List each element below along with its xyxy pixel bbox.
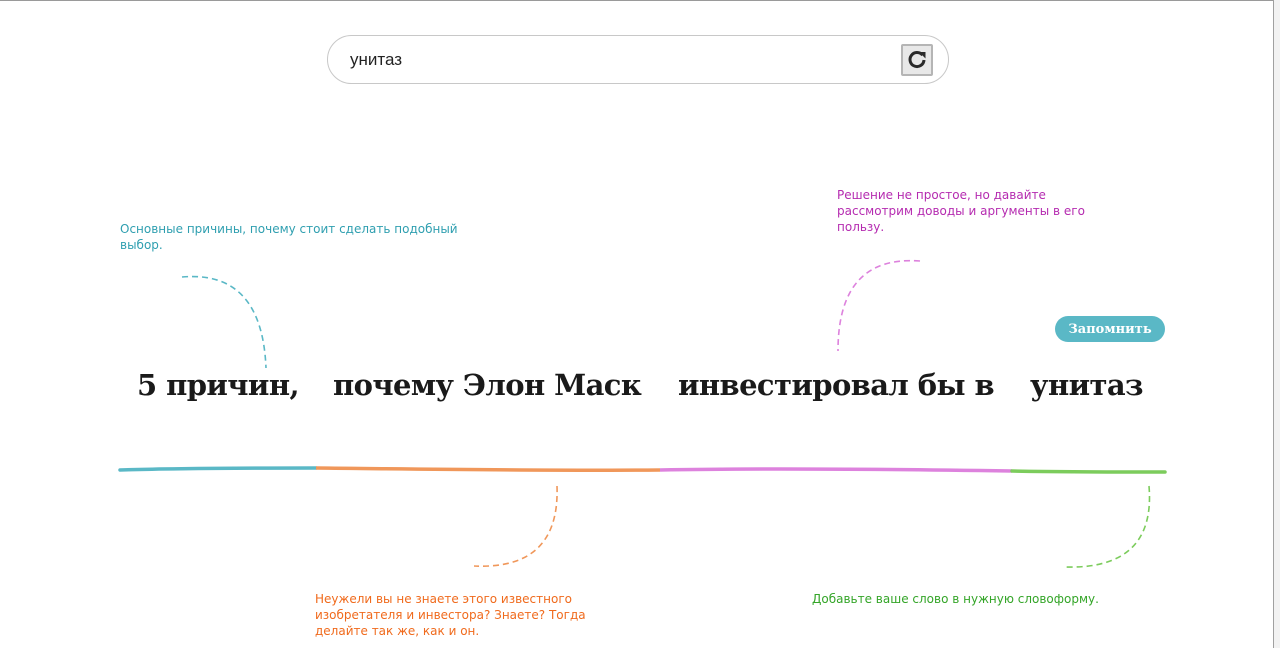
note-reasons: Основные причины, почему стоит сделать подобный выбор. [120,222,458,252]
connector-note-1 [182,277,266,368]
note-word-form: Добавьте ваше слово в нужную словоформу. [812,592,1099,606]
headline-word-2[interactable]: почему Элон Маск [333,368,642,402]
underline-segment-1 [120,468,316,470]
headline-word-3[interactable]: инвестировал бы в [678,368,995,402]
headline-word-4[interactable]: унитаз [1030,368,1143,402]
note-inventor: Неужели вы не знаете этого известного изобретателя и инвестора? Знаете? Тогда делайте так же, как и он. [315,592,586,638]
refresh-button[interactable] [901,44,933,76]
refresh-icon [906,49,928,71]
underline-segment-3 [660,469,1012,471]
window-scrollbar[interactable] [1273,0,1280,648]
underline-segment-4 [1012,471,1165,472]
connector-note-4 [1064,486,1149,567]
connector-note-2 [838,261,920,351]
note-decision: Решение не простое, но давайте рассмотрим доводы и аргументы в его пользу. [837,188,1085,234]
underline-segment-2 [316,468,660,470]
remember-button[interactable]: Запомнить [1055,316,1165,342]
search-input[interactable] [350,48,870,72]
search-bar [327,35,949,84]
headline-word-1[interactable]: 5 причин, [137,368,299,402]
window-top-border [0,0,1280,1]
connector-note-3 [474,486,557,566]
